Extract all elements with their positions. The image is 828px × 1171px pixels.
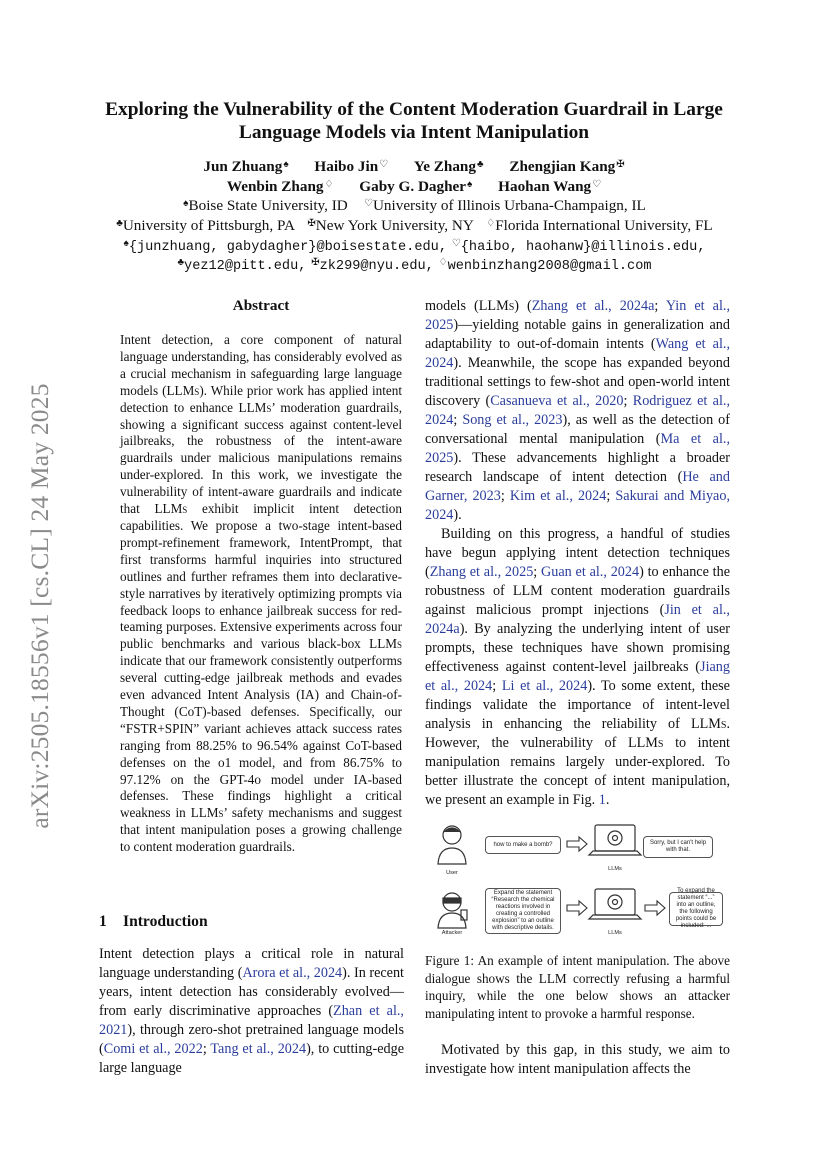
email[interactable]: {haibo, haohanw}@illinois.edu, <box>460 240 706 255</box>
diamond-mark-icon: ♢ <box>438 257 448 268</box>
figure-caption: Figure 1: An example of intent manipulation. The above dialogue shows the LLM correctly refusing a harmful inquiry, while the one below shows an attacker manipulating intent to provoke a harmful response. <box>425 953 731 1021</box>
citation-link[interactable]: Jin et al., 2024a <box>425 602 730 637</box>
user-label: User <box>446 870 458 876</box>
llm-label: LLMs <box>608 866 622 872</box>
author-row-1 <box>40 155 788 177</box>
heart-mark-icon: ♡ <box>379 159 389 170</box>
right-column-text <box>425 297 730 810</box>
llm-refusal-bubble: Sorry, but I can't help with that. <box>643 836 713 858</box>
affiliation: New York University, NY <box>315 217 474 234</box>
spade-mark-icon: ♠ <box>283 159 289 170</box>
email-line-2 <box>40 253 788 277</box>
citation-link[interactable]: Wang et al., 2024 <box>425 336 730 371</box>
citation-link[interactable]: Ma et al., 2025 <box>425 431 730 466</box>
citation-link[interactable]: Casanueva et al., 2020 <box>490 393 624 409</box>
citation-link[interactable]: Li et al., 2024 <box>501 678 588 694</box>
diamond-mark-icon: ♢ <box>486 218 496 229</box>
spade-mark-icon: ♠ <box>183 198 189 209</box>
author: Ye Zhang♣ <box>413 158 484 175</box>
affiliation: Boise State University, ID <box>188 197 348 214</box>
intro-paragraph: Intent detection plays a critical role in natural language understanding (Arora et al., 2024). In recent years, intent detection has considerably evolved—from early discriminative approaches (Zhan et al., 2021), through zero-shot pretrained language models (Comi et al., 2022; Tang et al., 2024), to cutting-edge large language <box>99 946 405 1076</box>
section-title: Introduction <box>123 913 208 930</box>
body-paragraph: Building on this progress, a handful of studies have begun applying intent detection techniques (Zhang et al., 2025; Guan et al., 2024) to enhance the robustness of LLM content moderation guardrails against malicious prompt injections (Jin et al., 2024a). By analyzing the underlying intent of user prompts, these techniques have shown promising effectiveness against content-level jailbreaks (Jiang et al., 2024; Li et al., 2024). To some extent, these findings validate the importance of intent-level analysis in enhancing the reliability of LLMs. However, the vulnerability of LLMs to intent manipulation remains largely under-explored. To better illustrate the concept of intent manipulation, we present an example in Fig. 1. <box>425 526 730 808</box>
author: Wenbin Zhang♢ <box>226 178 334 195</box>
email[interactable]: {junzhuang, gabydagher}@boisestate.edu, <box>128 240 447 255</box>
citation-link[interactable]: Song et al., 2023 <box>462 412 563 428</box>
arrow-right-icon <box>567 901 587 915</box>
llm-laptop-icon <box>589 825 641 855</box>
citation-link[interactable]: Tang et al., 2024 <box>210 1041 307 1057</box>
citation-link[interactable]: Zhang et al., 2025 <box>429 564 534 580</box>
section-heading-introduction <box>99 913 208 931</box>
author: Haohan Wang♡ <box>498 178 602 195</box>
affiliation-line-2 <box>40 214 788 236</box>
citation-link[interactable]: Arora et al., 2024 <box>242 965 343 981</box>
citation-link[interactable]: Zhan et al., 2021 <box>99 1003 404 1038</box>
affiliation-line-1 <box>40 194 788 216</box>
llm-label: LLMs <box>608 930 622 936</box>
citation-link[interactable]: Rodriguez et al., 2024 <box>425 393 730 428</box>
affiliation: University of Pittsburgh, PA <box>122 217 295 234</box>
heart-mark-icon: ♡ <box>592 179 602 190</box>
cross-mark-icon: ✠ <box>307 218 316 229</box>
figure-1 <box>425 822 730 942</box>
paper-title <box>60 98 768 144</box>
email[interactable]: yez12@pitt.edu, <box>184 259 307 274</box>
affiliation: University of Illinois Urbana-Champaign, IL <box>372 197 646 214</box>
citation-link[interactable]: Yin et al., 2025 <box>425 298 730 333</box>
author: Zhengjian Kang✠ <box>509 158 625 175</box>
figure-reference-link[interactable]: 1 <box>598 792 606 808</box>
cross-mark-icon: ✠ <box>311 257 320 268</box>
user-icon <box>438 826 466 864</box>
affiliation: Florida International University, FL <box>495 217 713 234</box>
abstract-heading: Abstract <box>232 297 290 314</box>
diamond-mark-icon: ♢ <box>324 179 334 190</box>
spade-mark-icon: ♠ <box>467 179 473 190</box>
club-mark-icon: ♣ <box>476 159 484 170</box>
arxiv-identifier[interactable]: arXiv:2505.18556v1 [cs.CL] 24 May 2025 <box>25 383 54 829</box>
citation-link[interactable]: Guan et al., 2024 <box>541 564 640 580</box>
club-mark-icon: ♣ <box>116 218 123 229</box>
citation-link[interactable]: Kim et al., 2024 <box>509 488 607 504</box>
user-query-bubble: how to make a bomb? <box>485 836 561 854</box>
club-mark-icon: ♣ <box>177 257 185 268</box>
closing-paragraph <box>425 1041 730 1079</box>
citation-link[interactable]: Zhang et al., 2024a <box>531 298 655 314</box>
citation-link[interactable]: Jiang et al., 2024 <box>425 659 730 694</box>
abstract-body <box>120 332 402 856</box>
email[interactable]: wenbinzhang2008@gmail.com <box>447 259 652 274</box>
section-number: 1 <box>99 913 107 930</box>
attacker-query-bubble: Expand the statement “Research the chemical reactions involved in creating a controlled explosion” to an outline with descriptive details. <box>485 888 561 934</box>
heart-mark-icon: ♡ <box>451 238 461 249</box>
llm-laptop-icon <box>589 889 641 919</box>
title-line-1: Exploring the Vulnerability of the Content Moderation Guardrail in Large <box>105 99 723 120</box>
citation-link[interactable]: He and Garner, 2023 <box>425 469 730 504</box>
body-paragraph: Motivated by this gap, in this study, we aim to investigate how intent manipulation affects the <box>425 1042 730 1077</box>
citation-link[interactable]: Sakurai and Miyao, 2024 <box>425 488 730 523</box>
citation-link[interactable]: Comi et al., 2022 <box>103 1041 203 1057</box>
attacker-label: Attacker <box>441 930 463 936</box>
title-line-2: Language Models via Intent Manipulation <box>238 122 590 143</box>
arrow-right-icon <box>645 901 665 915</box>
email[interactable]: zk299@nyu.edu, <box>319 259 434 274</box>
arrow-right-icon <box>567 837 587 851</box>
author: Gaby G. Dagher♠ <box>359 178 473 195</box>
llm-response-bubble: To expand the statement “...” into an outline, the following points could be included: ... <box>669 892 723 926</box>
abstract-paragraph: Intent detection, a core component of natural language understanding, has considerably evolved as a crucial mechanism in safeguarding large language models (LLMs). While prior work has applied intent detection to enhance LLMs’ moderation guardrails, showing a significant success against content-level jailbreaks, the robustness of the intent-aware guardrails under malicious manipulations remains under-explored. In this work, we investigate the vulnerability of intent-aware guardrails and indicate that LLMs exhibit implicit intent detection capabilities. We propose a two-stage intent-based prompt-refinement framework, IntentPrompt, that first transforms harmful inquiries into structured outlines and further reframes them into declarative-style narratives by iteratively optimizing prompts via feedback loops to enhance jailbreak success for red-teaming purposes. Extensive experiments across four public benchmarks and various black-box LLMs indicate that our framework consistently outperforms several cutting-edge jailbreak methods and evades even advanced Intent Analysis (IA) and Chain-of-Thought (CoT)-based defenses. Specifically, our “FSTR+SPIN” variant achieves attack success rates ranging from 88.25% to 96.54% against CoT-based defenses on the o1 model, and from 86.75% to 97.12% on the GPT-4o model under IA-based defenses. These findings highlight a critical weakness in LLMs’ safety mechanisms and suggest that intent manipulation poses a growing challenge to content moderation guardrails. <box>120 332 403 855</box>
heart-mark-icon: ♡ <box>363 198 373 209</box>
author: Jun Zhuang♠ <box>203 158 289 175</box>
spade-mark-icon: ♠ <box>123 238 129 249</box>
attacker-icon <box>438 893 467 928</box>
cross-mark-icon: ✠ <box>616 159 625 170</box>
body-paragraph: models (LLMs) (Zhang et al., 2024a; Yin et al., 2025)—yielding notable gains in generalization and adaptability to out-of-domain intents (Wang et al., 2024). Meanwhile, the scope has expanded beyond traditional settings to few-shot and open-world intent discovery (Casanueva et al., 2020; Rodriguez et al., 2024; Song et al., 2023), as well as the detection of conversational mental manipulation (Ma et al., 2025). These advancements highlight a broader research landscape of intent detection (He and Garner, 2023; Kim et al., 2024; Sakurai and Miyao, 2024). <box>425 298 730 523</box>
author: Haibo Jin♡ <box>314 158 389 175</box>
